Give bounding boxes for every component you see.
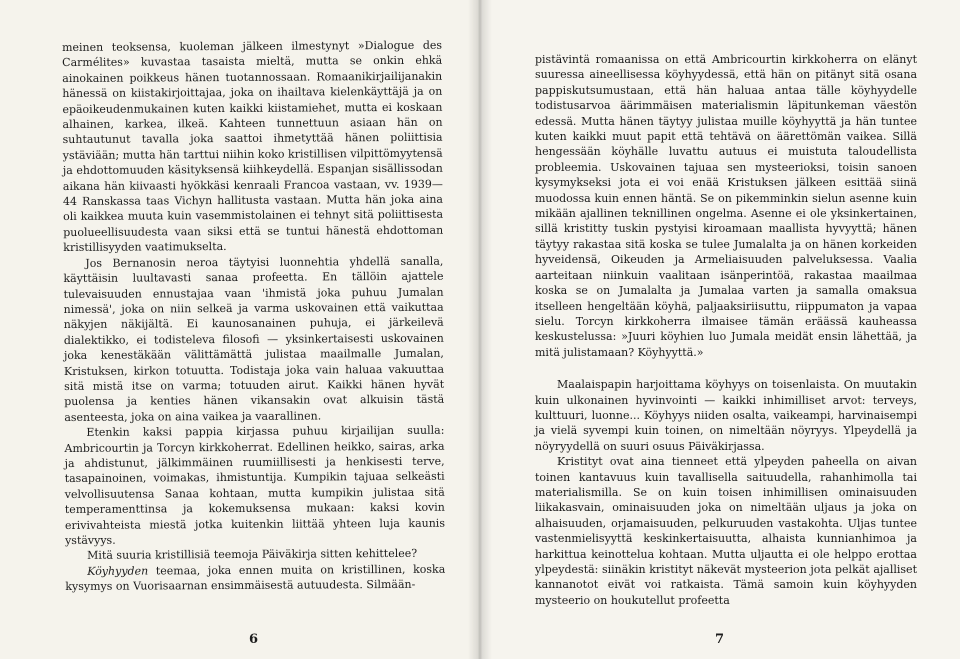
right-paragraph-3: Kristityt ovat aina tienneet että ylpeyden paheella on aivan toinen kantavuus kuin tavallisella saituudella, rahanhimolla tai materialismilla. Se on kuin toisen inhimillisen ominaisuuden liikakasvain, ominaisuuden joka on nimeltään uljaus ja joka on alhaisuuden, orjamaisuuden, pelkuruuden vastakohta. Uljas tuntee vastenmielisyyttä keskinkertaisuutta, alhaista kunnianhimoa ja harkittua keinottelua kohtaan. Mutta uljautta ei ole helppo erottaa ylpeydestä: siinäkin kristityt näkevät mysteerion jota pelkät ajalliset kannanotot eivät voi ratkaista. Tämä samoin kuin köyhyyden mysteerio on houkutellut profeetta [535, 455, 917, 607]
page-number-right: 7 [715, 632, 725, 647]
left-page-text [62, 38, 445, 595]
emphasized-word: Köyhyyden [87, 564, 149, 578]
page-number-left: 6 [249, 632, 259, 647]
book-gutter [468, 0, 492, 659]
paragraph-spacer [535, 360, 917, 377]
left-paragraph-3: Etenkin kaksi pappia kirjassa puhuu kirjailijan suulla: Ambricourtin ja Torcyn kirkkoherrat. Edellinen heikko, sairas, arka ja ahdistunut, jälkimmäinen ruumiillisesti ja henkisesti terve, tasapainoinen, voimakas, ihmistuntija. Kumpikin tajuaa selkeästi velvollisuutensa Sanaa kohtaan, mutta kumpikin julistaa sitä temperamenttinsa ja kokemuksensa mukaan: kaksi kovin erivivahteista miestä jotka kuitenkin liittää yhteen luja kaunis ystävyys. [64, 423, 445, 547]
right-page-text [535, 52, 917, 608]
right-paragraph-1: pistävintä romaanissa on että Ambricourtin kirkkoherra on elänyt suuressa aineellisessa köyhyydessä, että hän on pitänyt sitä osana pappiskutsumustaan, että hän haluaa antaa tälle köyhyydelle todistusarvoa äärimmäisen materialismin läpitunkeman väestön edessä. Mutta hänen täytyy julistaa muille köyhyyttä ja hän tuntee kuten kaikki muut papit että tehtävä on äärettömän vaikea. Sillä hengessään köyhälle luvattu autuus ei muistuta taloudellista probleemia. Uskovainen tajuaa sen mysteerioksi, toisin sanoen kysymykseksi jota ei voi enää Kristuksen jälkeen esittää siinä muodossa kuin ennen häntä. Se on pikemminkin sielun asenne kuin mikään ajallinen teknillinen ongelma. Asenne ei ole yksinkertainen, sillä kristitty tuskin pystyisi kiroamaan maallista hyvyyttä; hänen täytyy rakastaa sitä koska se tulee Jumalalta ja on hänen korkeiden hyveidensä, Oikeuden ja Armeliaisuuden palveluksessa. Vaalia aarteitaan niinkuin vaalitaan isänperintöä, rakastaa maailmaa koska se on Jumalalta ja Jumalaa varten ja samalla omaksua itselleen hengeltään köyhä, paljaaksiriisuttu, riippumaton ja vapaa sielu. Torcyn kirkkoherra ilmaisee tämän eräässä kauheassa keskustelussa: »Juuri köyhien luo Jumala meidät ensin lähettää, ja mitä julistamaan? Köyhyyttä.» [535, 53, 917, 359]
right-paragraph-2: Maalaispapin harjoittama köyhyys on toisenlaista. On muutakin kuin ulkonainen hyvinvointi — kaikki inhimilliset arvot: terveys, kulttuuri, luonne... Köyhyys niiden osalta, vaikeampi, harvinaisempi ja vielä syvempi kuin toinen, on nimeltään nöyryys. Ylpeydellä ja nöyryydellä on suuri osuus Päiväkirjassa. [535, 378, 917, 453]
left-paragraph-2: Jos Bernanosin neroa täytyisi luonnehtia yhdellä sanalla, käyttäisin luultavasti sanaa profeetta. En tällöin ajattele tulevaisuuden ennustajaa vaan 'ihmistä joka puhuu Jumalan nimessä', joka on niin selkeä ja varma uskovainen että vaikuttaa näkyjen näkijältä. Ei kaunosanainen puhuja, ei järkeilevä dialektikko, ei todisteleva filosofi — yksinkertaisesti uskovainen joka kenestäkään välittämättä julistaa maailmalle Jumalan, Kristuksen, kirkon totuutta. Todistaja joka vain haluaa vakuuttaa sitä mistä itse on varma; totuuden airut. Kaikki hänen hyvät puolensa ja kenties hänen vikansakin ovat alkuisin tästä asenteesta, joka on aina vaikea ja vaarallinen. [63, 254, 445, 424]
right-page [480, 0, 960, 659]
left-paragraph-1: meinen teoksensa, kuoleman jälkeen ilmestynyt »Dialogue des Carmélites» kuvastaa tasaista mieltä, mutta se onkin ehkä ainokainen poikkeus hänen tuotannossaan. Romaanikirjailijanakin hänessä on kiistakirjoittajaa, joka on ihailtava kielenkäyttäjä ja on epäoikeudenmukainen kuten kaikki kiistamiehet, mutta ei koskaan alhainen, karkea, ilkeä. Kahteen tunnettuun asiaan hän on suhtautunut tavalla joka saattoi ihmetyttää hänen poliittisia ystäviään; mutta hän tarttui niihin koko kristillisen vilpittömyytensä ja ehdottomuuden käsityksensä kiihkeydellä. Espanjan sisällissodan aikana hän kiivaasti hyökkäsi kenraali Francoa vastaan, vv. 1939—44 Ranskassa taas Vichyn hallitusta vastaan. Mutta hän joka aina oli kaikkea muuta kuin vasemmistolainen ei tehnyt sitä poliittisesta puolueellisuudesta vaan siksi että se tuntui hänestä ehdottoman kristillisyyden vaatimukselta. [62, 38, 444, 255]
left-paragraph-5: Köyhyyden teemaa, joka ennen muita on kristillinen, koska kysymys on Vuorisaarnan ensimmäisestä autuudesta. Silmään- [65, 562, 446, 594]
left-paragraph-4: Mitä suuria kristillisiä teemoja Päiväkirja sitten kehittelee? [87, 547, 418, 563]
